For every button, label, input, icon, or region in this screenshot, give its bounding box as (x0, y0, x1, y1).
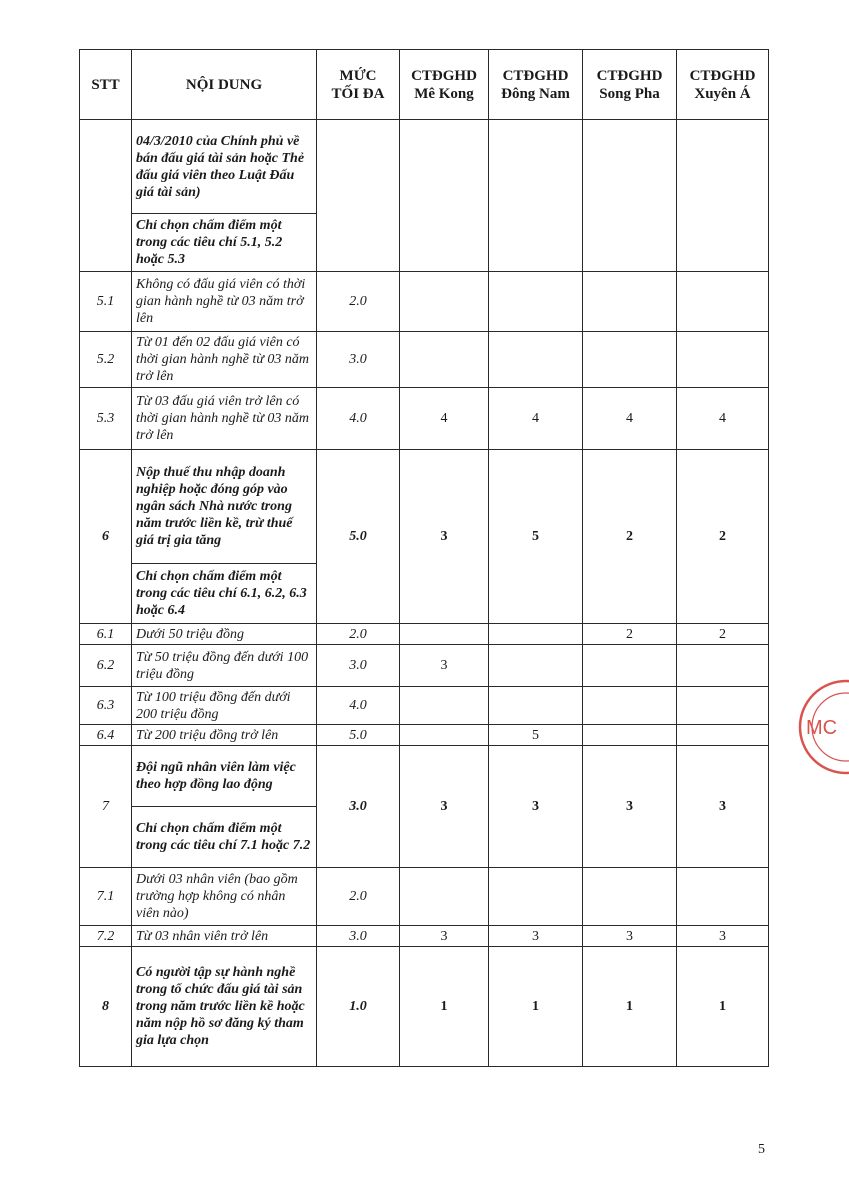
header-noi-dung: NỘI DUNG (132, 50, 317, 120)
table-row: 6.2 Từ 50 triệu đồng đến dưới 100 triệu đồng 3.0 3 (80, 645, 769, 687)
table-row: 7.1 Dưới 03 nhân viên (bao gồm trường hợp không có nhân viên nào) 2.0 (80, 868, 769, 926)
table-row: 6.4 Từ 200 triệu đồng trở lên 5.0 5 (80, 725, 769, 746)
table-row: 5.2 Từ 01 đến 02 đấu giá viên có thời gian hành nghề từ 03 năm trở lên 3.0 (80, 332, 769, 388)
table-row: 5.3 Từ 03 đấu giá viên trở lên có thời gian hành nghề từ 03 năm trở lên 4.0 4 4 4 4 (80, 388, 769, 450)
seal-text: MC (806, 717, 838, 739)
page-number: 5 (758, 1142, 765, 1157)
table-row: 6.3 Từ 100 triệu đồng đến dưới 200 triệu đồng 4.0 (80, 687, 769, 725)
header-dongnam: CTĐGHD Đông Nam (489, 50, 583, 120)
table-row: 7 Đội ngũ nhân viên làm việc theo hợp đồng lao động 3.0 3 3 3 3 (80, 746, 769, 807)
header-row (80, 50, 769, 120)
table-row: 5.1 Không có đấu giá viên có thời gian hành nghề từ 03 năm trở lên 2.0 (80, 272, 769, 332)
header-mekong: CTĐGHD Mê Kong (400, 50, 489, 120)
header-muc-toi-da: MỨC TỐI ĐA (317, 50, 400, 120)
evaluation-table (79, 49, 769, 1067)
table-row: 6.1 Dưới 50 triệu đồng 2.0 2 2 (80, 624, 769, 645)
table-row: Chỉ chọn chấm điểm một trong các tiêu chí 6.1, 6.2, 6.3 hoặc 6.4 (80, 564, 769, 624)
table-row: 7.2 Từ 03 nhân viên trở lên 3.0 3 3 3 3 (80, 926, 769, 947)
table-row (80, 120, 769, 214)
company-seal (796, 652, 849, 802)
table-row: 8 Có người tập sự hành nghề trong tổ chức đấu giá tài sản trong năm trước liền kề hoặc năm nộp hồ sơ đăng ký tham gia lựa chọn 1.0 1 1 1 1 (80, 947, 769, 1067)
table-row: Chỉ chọn chấm điểm một trong các tiêu chí 7.1 hoặc 7.2 (80, 807, 769, 868)
criterion-text: 04/3/2010 của Chính phủ về bán đấu giá tài sản hoặc Thẻ đấu giá viên theo Luật Đấu giá tài sản) (132, 120, 317, 214)
header-stt: STT (80, 50, 132, 120)
table-row: 6 Nộp thuế thu nhập doanh nghiệp hoặc đóng góp vào ngân sách Nhà nước trong năm trước liền kề, trừ thuế giá trị gia tăng 5.0 3 5 2 2 (80, 450, 769, 564)
header-xuyena: CTĐGHD Xuyên Á (677, 50, 769, 120)
header-songpha: CTĐGHD Song Pha (583, 50, 677, 120)
criterion-note: Chỉ chọn chấm điểm một trong các tiêu chí 5.1, 5.2 hoặc 5.3 (132, 214, 317, 272)
